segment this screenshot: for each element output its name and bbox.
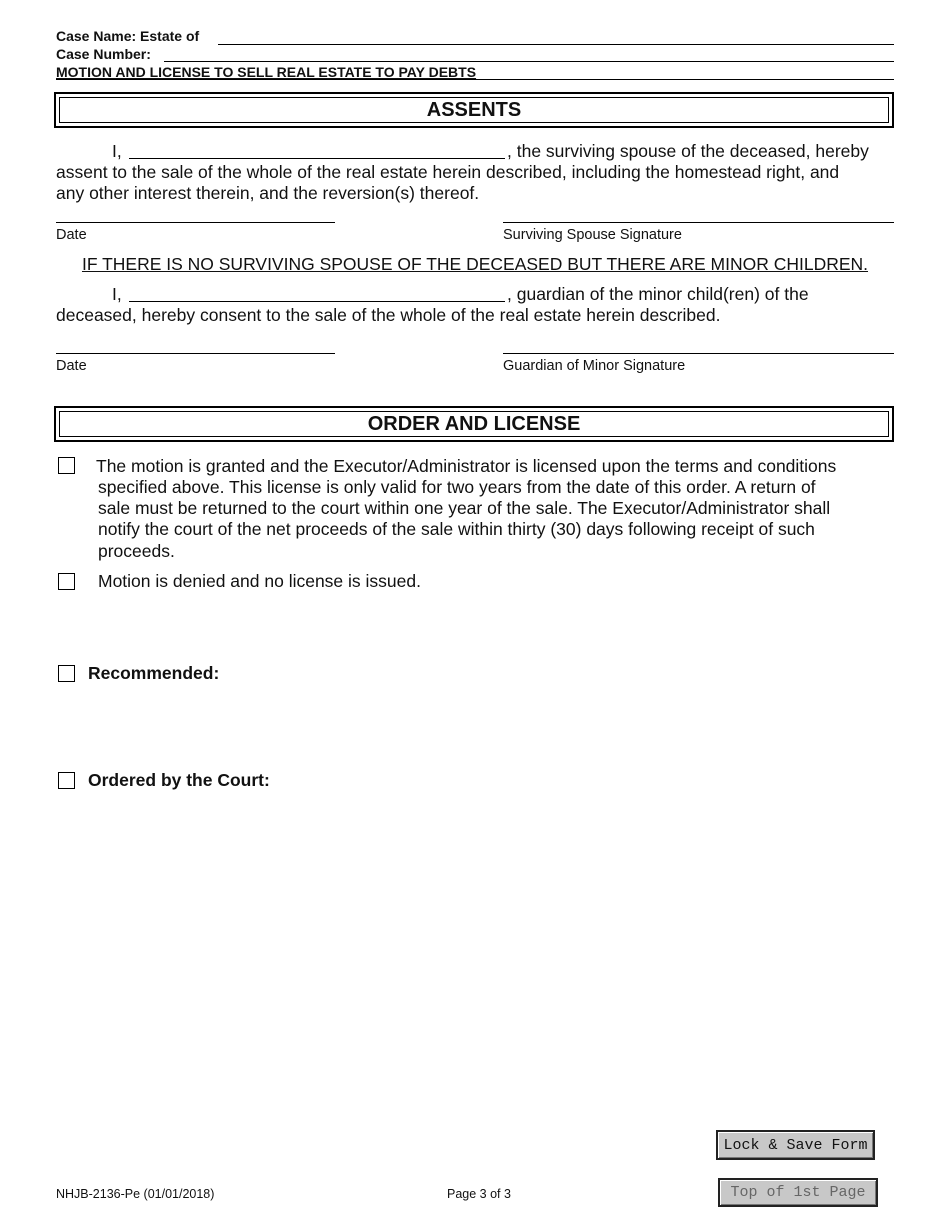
case-name-label: Case Name: Estate of (56, 28, 200, 44)
recommended-checkbox[interactable] (58, 665, 75, 682)
granted-line5: proceeds. (98, 541, 175, 561)
form-id: NHJB-2136-Pe (01/01/2018) (56, 1187, 215, 1201)
case-name-field[interactable] (218, 44, 894, 45)
ordered-checkbox[interactable] (58, 772, 75, 789)
denied-text: Motion is denied and no license is issued. (98, 571, 421, 591)
order-section-header (54, 406, 894, 442)
ordered-label: Ordered by the Court: (88, 770, 270, 790)
page-number: Page 3 of 3 (447, 1187, 511, 1201)
recommended-label: Recommended: (88, 663, 220, 683)
granted-line1: The motion is granted and the Executor/Administrator is licensed upon the terms and conditions (96, 456, 837, 476)
spouse-date-field[interactable] (56, 222, 335, 223)
spouse-line3: any other interest therein, and the reversion(s) thereof. (56, 183, 480, 203)
lock-save-form-button[interactable]: Lock & Save Form (716, 1130, 875, 1160)
guardian-signature-label: Guardian of Minor Signature (503, 358, 686, 374)
spouse-line1-suffix: , the surviving spouse of the deceased, hereby (507, 141, 869, 161)
guardian-line1-suffix: , guardian of the minor child(ren) of the (507, 284, 809, 304)
header-divider (56, 79, 894, 80)
spouse-prefix: I, (112, 141, 122, 161)
guardian-date-label: Date (56, 358, 87, 374)
form-title: MOTION AND LICENSE TO SELL REAL ESTATE TO PAY DEBTS (56, 64, 477, 80)
granted-line3: sale must be returned to the court within one year of the sale. The Executor/Administrator shall (98, 498, 831, 518)
assents-section-header (54, 92, 894, 128)
guardian-line2: deceased, hereby consent to the sale of the whole of the real estate herein described. (56, 305, 721, 325)
guardian-name-field[interactable] (129, 301, 505, 302)
guardian-date-field[interactable] (56, 353, 335, 354)
guardian-signature-field[interactable] (503, 353, 894, 354)
case-number-label: Case Number: (56, 46, 151, 62)
minor-children-heading: IF THERE IS NO SURVIVING SPOUSE OF THE DECEASED BUT THERE ARE MINOR CHILDREN. (81, 254, 869, 274)
granted-line4: notify the court of the net proceeds of the sale within thirty (30) days following receipt of such (98, 519, 815, 539)
assents-title: ASSENTS (59, 97, 889, 123)
order-title: ORDER AND LICENSE (59, 411, 889, 437)
spouse-name-field[interactable] (129, 158, 505, 159)
spouse-signature-label: Surviving Spouse Signature (503, 227, 682, 243)
spouse-signature-field[interactable] (503, 222, 894, 223)
case-number-field[interactable] (164, 61, 894, 62)
guardian-prefix: I, (112, 284, 122, 304)
spouse-line2: assent to the sale of the whole of the real estate herein described, including the homestead right, and (56, 162, 840, 182)
granted-line2: specified above. This license is only valid for two years from the date of this order. A return of (98, 477, 816, 497)
spouse-date-label: Date (56, 227, 87, 243)
denied-checkbox[interactable] (58, 573, 75, 590)
top-of-first-page-button[interactable]: Top of 1st Page (718, 1178, 878, 1207)
granted-checkbox[interactable] (58, 457, 75, 474)
